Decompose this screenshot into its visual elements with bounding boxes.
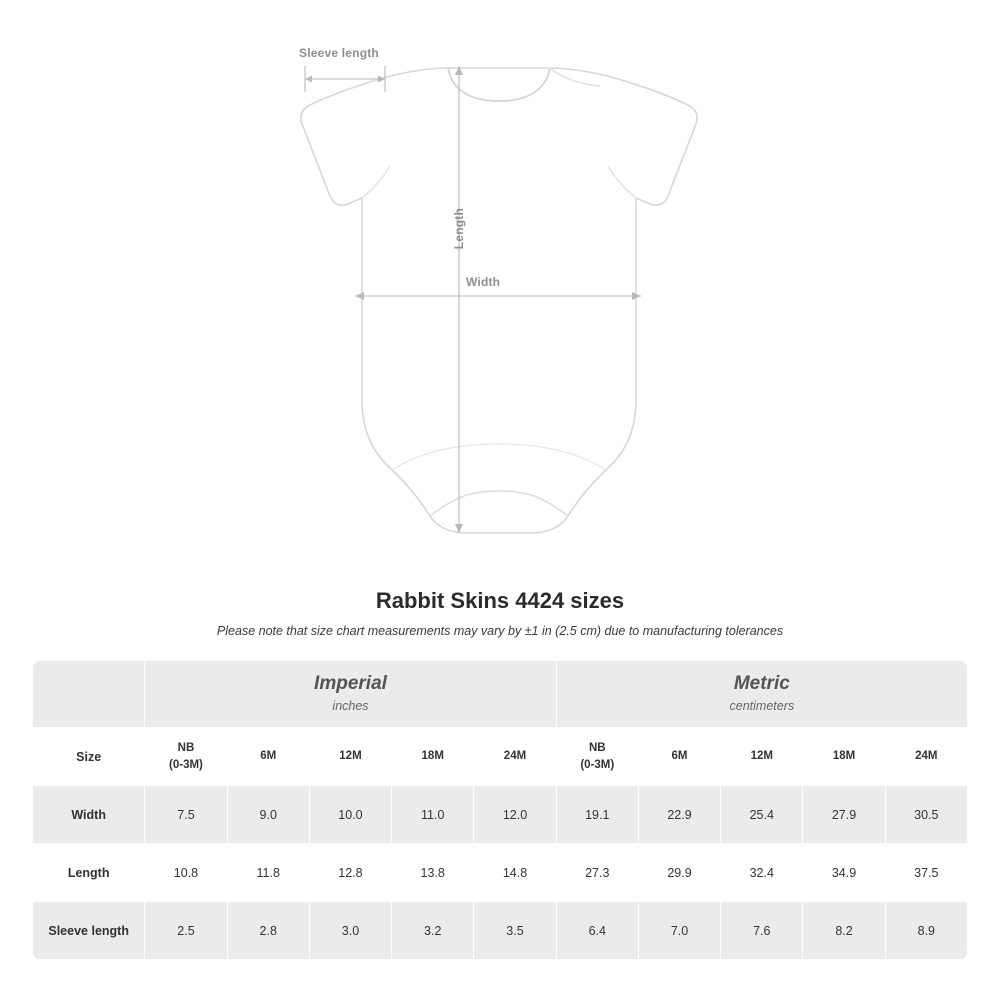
- title-block: [0, 588, 1000, 638]
- row-label-length: Length: [33, 844, 145, 902]
- row-label-sleeve-length: Sleeve length: [33, 902, 145, 960]
- cell-sleeve-1: 2.8: [227, 902, 309, 960]
- cell-sleeve-3: 3.2: [392, 902, 474, 960]
- cell-length-4: 14.8: [474, 844, 556, 902]
- cell-length-9: 37.5: [885, 844, 967, 902]
- cell-sleeve-8: 8.2: [803, 902, 885, 960]
- cell-length-6: 29.9: [638, 844, 720, 902]
- header-col-0: [145, 728, 227, 786]
- unit-group-metric: [556, 661, 967, 728]
- cell-sleeve-7: 7.6: [721, 902, 803, 960]
- size-chart-table: [32, 660, 968, 960]
- header-col-1: [227, 728, 309, 786]
- cell-width-5: 19.1: [556, 786, 638, 844]
- page-title: Rabbit Skins 4424 sizes: [375, 588, 625, 613]
- cell-width-1: 9.0: [227, 786, 309, 844]
- cell-length-8: 34.9: [803, 844, 885, 902]
- table-row: [33, 786, 968, 844]
- unit-group-metric-name: Metric: [733, 673, 790, 695]
- header-col-8-label: 18M: [832, 750, 856, 763]
- unit-group-imperial-sub: inches: [332, 698, 369, 713]
- cell-width-0: 7.5: [145, 786, 227, 844]
- table-header-row: [33, 728, 968, 786]
- unit-group-imperial-name: Imperial: [314, 673, 387, 695]
- annotation-sleeve-length: Sleeve length: [299, 46, 379, 60]
- cell-sleeve-6: 7.0: [638, 902, 720, 960]
- annotation-length: Length: [452, 208, 466, 250]
- header-col-2-label: 12M: [339, 750, 362, 763]
- cell-length-5: 27.3: [556, 844, 638, 902]
- header-col-1-label: 6M: [260, 750, 277, 763]
- cell-width-6: 22.9: [638, 786, 720, 844]
- cell-length-3: 13.8: [392, 844, 474, 902]
- header-col-3-label: 18M: [421, 750, 444, 763]
- header-col-9-label: 24M: [915, 750, 938, 763]
- header-col-4: [474, 728, 556, 786]
- header-col-6-label: 6M: [671, 750, 688, 763]
- row-label-width: Width: [33, 786, 145, 844]
- unit-group-row: [33, 661, 968, 728]
- header-size: Size: [33, 728, 145, 786]
- header-col-8: [803, 728, 885, 786]
- header-col-7-label: 12M: [750, 750, 773, 763]
- header-col-5-sub: (0-3M): [580, 758, 615, 771]
- cell-length-2: 12.8: [309, 844, 391, 902]
- header-col-4-label: 24M: [503, 750, 527, 763]
- cell-width-9: 30.5: [885, 786, 967, 844]
- cell-length-1: 11.8: [227, 844, 309, 902]
- unit-group-spacer: [33, 661, 145, 728]
- table-row: [33, 902, 968, 960]
- header-col-0-sub: (0-3M): [169, 758, 203, 771]
- cell-length-7: 32.4: [721, 844, 803, 902]
- table-row: [33, 844, 968, 902]
- annotation-width: Width: [466, 275, 501, 289]
- cell-length-0: 10.8: [145, 844, 227, 902]
- unit-group-metric-sub: centimeters: [729, 698, 795, 713]
- cell-sleeve-2: 3.0: [309, 902, 391, 960]
- header-col-7: [721, 728, 803, 786]
- cell-width-8: 27.9: [803, 786, 885, 844]
- header-col-5-label: NB: [588, 741, 606, 754]
- header-col-3: [392, 728, 474, 786]
- header-col-2: [309, 728, 391, 786]
- cell-width-2: 10.0: [309, 786, 391, 844]
- cell-sleeve-5: 6.4: [556, 902, 638, 960]
- header-col-0-label: NB: [177, 741, 195, 754]
- header-col-9: [885, 728, 967, 786]
- unit-group-imperial: [145, 661, 556, 728]
- header-col-6: [638, 728, 720, 786]
- cell-width-4: 12.0: [474, 786, 556, 844]
- tolerance-note: Please note that size chart measurements may vary by ±1 in (2.5 cm) due to manufacturing tolerances: [216, 624, 784, 638]
- cell-width-3: 11.0: [392, 786, 474, 844]
- cell-width-7: 25.4: [721, 786, 803, 844]
- bodysuit-shape: [301, 68, 697, 533]
- cell-sleeve-4: 3.5: [474, 902, 556, 960]
- cell-sleeve-9: 8.9: [885, 902, 967, 960]
- header-col-5: [556, 728, 638, 786]
- cell-sleeve-0: 2.5: [145, 902, 227, 960]
